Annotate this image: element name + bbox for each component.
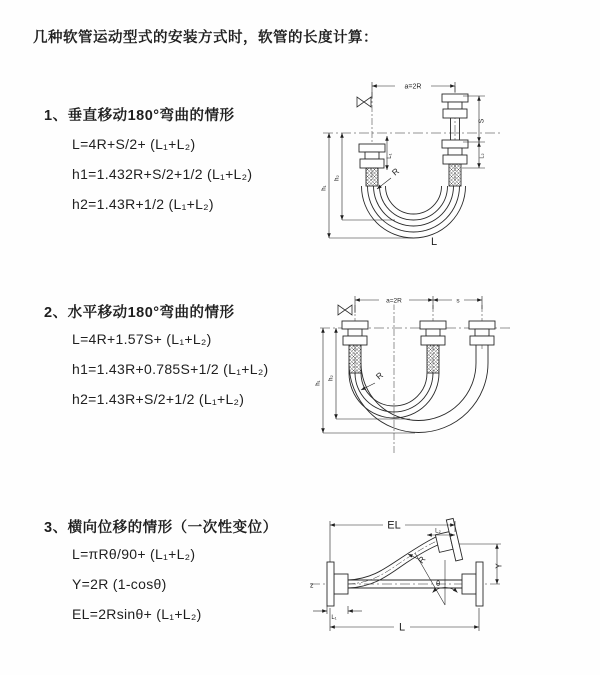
dim-label-l2: L₂ [479, 153, 486, 159]
section-1-formula-h1: h1=1.432R+S/2+1/2 (L₁+L₂) [72, 166, 253, 182]
dim-label-h2: h₂ [334, 175, 341, 181]
right-end-fitting [469, 321, 495, 345]
dim-label-el: EL [387, 519, 401, 532]
dim-label-h2: h₂ [328, 375, 335, 381]
dim-label-l1: L₁ [387, 153, 393, 159]
left-braided-hose [349, 345, 361, 373]
valve-icon [338, 305, 352, 315]
dim-label-a2r: a=2R [386, 297, 402, 305]
dim-label-s: S [478, 118, 486, 124]
section-1-formula-L: L=4R+S/2+ (L₁+L₂) [72, 136, 196, 152]
section-3-formula-Y: Y=2R (1-cosθ) [72, 576, 167, 592]
lateral-displacement-diagram [305, 510, 595, 655]
radius-label: R [415, 554, 428, 566]
section-2-formula-L: L=4R+1.57S+ (L₁+L₂) [72, 331, 212, 347]
right-flange [462, 562, 483, 606]
section-2-formula-h2: h2=1.43R+S/2+1/2 (L₁+L₂) [72, 391, 245, 407]
hose-u-bend-displaced [349, 345, 488, 433]
dim-label-s: s [456, 297, 460, 305]
hose-u-bend [362, 186, 466, 238]
vertical-180-bend-diagram [315, 68, 510, 260]
right-braided-hose [449, 164, 461, 186]
left-braided-hose [366, 168, 378, 186]
section-3-formula-L: L=πRθ/90+ (L₁+L₂) [72, 546, 196, 562]
dim-label-y: Y [494, 563, 504, 569]
section-2-formula-h1: h1=1.43R+0.785S+1/2 (L₁+L₂) [72, 361, 269, 377]
radius-label: R [373, 369, 385, 382]
horizontal-180-bend-diagram [315, 283, 515, 463]
page-title: 几种软管运动型式的安装方式时，软管的长度计算： [33, 30, 378, 46]
dim-label-l1: L₁ [331, 615, 337, 621]
dim-label-h1: h₁ [315, 380, 322, 386]
section-3-formula-EL: EL=2Rsinθ+ (L₁+L₂) [72, 606, 202, 622]
right-end-fitting-lower [442, 140, 468, 164]
right-end-fitting-upper [442, 94, 468, 118]
left-end-fitting [359, 144, 385, 168]
section-2-heading: 2、水平移动180°弯曲的情形 [44, 305, 235, 321]
section-3-heading: 3、横向位移的情形（一次性变位） [44, 520, 278, 536]
section-1-formula-h2: h2=1.43R+1/2 (L₁+L₂) [72, 196, 214, 212]
dim-label-a2r: a=2R [404, 83, 422, 91]
angle-label: θ [436, 579, 441, 588]
middle-end-fitting [420, 321, 446, 345]
dim-label-h1: h₁ [321, 185, 328, 191]
left-flange [327, 562, 348, 606]
pipe-break-symbol: z [310, 582, 314, 590]
dim-label-l: L [398, 621, 406, 634]
length-label: L [431, 236, 438, 248]
section-1-heading: 1、垂直移动180°弯曲的情形 [44, 108, 235, 124]
radius-label: R [389, 165, 401, 178]
left-end-fitting [342, 321, 368, 345]
middle-braided-hose [427, 345, 439, 373]
valve-icon [357, 97, 371, 107]
radius-leader [377, 178, 391, 189]
dim-label-l2: L₂ [435, 528, 441, 535]
